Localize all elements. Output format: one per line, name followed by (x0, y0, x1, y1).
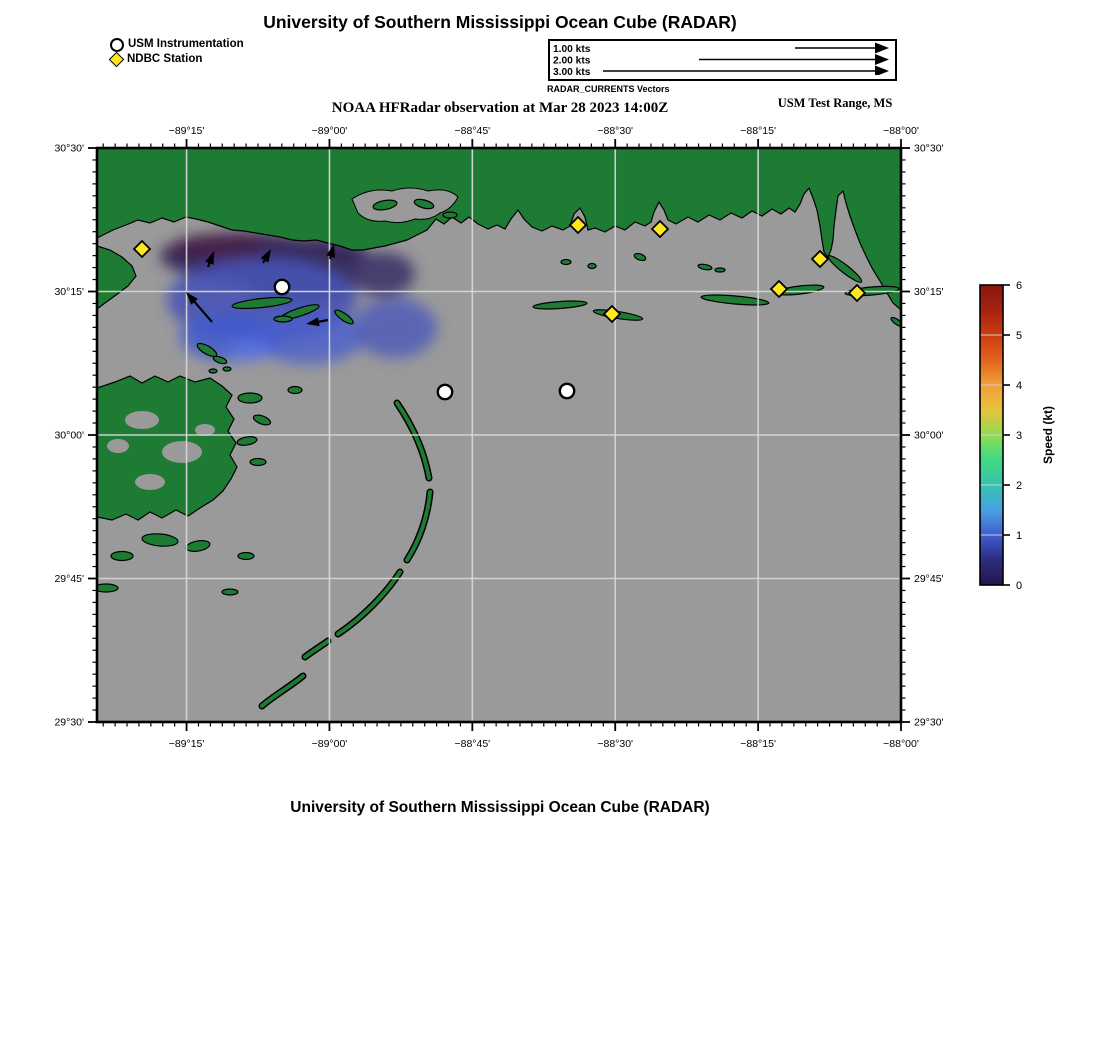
colorbar-tick-label: 2 (1016, 480, 1023, 492)
lon-tick-label-top: −89°15' (168, 125, 205, 137)
lat-tick-label-left: 30°15' (54, 286, 84, 298)
speed-colorbar (980, 280, 1022, 592)
lon-tick-label-bottom: −88°00' (883, 738, 919, 750)
vector-scale-caption: RADAR_CURRENTS Vectors (547, 84, 670, 94)
lon-tick-label-bottom: −88°30' (597, 738, 634, 750)
colorbar-tick-label: 4 (1016, 380, 1023, 392)
lat-tick-label-right: 30°00' (914, 429, 944, 442)
lon-tick-label-bottom: −88°15' (740, 738, 776, 750)
lat-tick-label-right: 30°15' (914, 286, 944, 298)
lat-tick-label-left: 29°30' (54, 716, 84, 729)
radar-speed-patch (351, 252, 415, 296)
vector-scale-label: 2.00 kts (553, 55, 591, 67)
colorbar-tick-label: 1 (1016, 530, 1023, 542)
colorbar-label: Speed (kt) (1041, 405, 1055, 465)
test-range-label: USM Test Range, MS (777, 96, 893, 110)
lat-tick-label-left: 30°30' (54, 142, 84, 155)
colorbar-tick-label: 6 (1016, 280, 1023, 292)
lat-tick-label-right: 30°30' (914, 142, 944, 155)
colorbar-tick-label: 3 (1016, 430, 1023, 442)
usm-instrumentation-marker (438, 385, 452, 399)
usm-instrumentation-marker (275, 280, 289, 294)
page-title: University of Southern Mississippi Ocean Cube (RADAR) (263, 12, 737, 32)
lon-tick-label-bottom: −89°00' (311, 738, 348, 750)
lon-tick-label-top: −88°30' (597, 125, 634, 137)
lat-tick-label-left: 30°00' (54, 429, 84, 442)
radar-speed-patch (353, 298, 437, 358)
footer-title: University of Southern Mississippi Ocean Cube (RADAR) (290, 799, 710, 816)
lon-tick-label-bottom: −88°45' (454, 738, 491, 750)
lon-tick-label-top: −88°45' (454, 125, 491, 137)
lon-tick-label-top: −88°15' (740, 125, 776, 137)
lon-tick-label-top: −89°00' (311, 125, 348, 137)
lat-tick-label-left: 29°45' (54, 573, 84, 585)
legend-usm-label: USM Instrumentation (128, 38, 244, 50)
vector-scale-label: 1.00 kts (553, 44, 591, 55)
lat-tick-label-right: 29°45' (914, 573, 944, 585)
observation-subtitle: NOAA HFRadar observation at Mar 28 2023 14:00Z (331, 100, 669, 116)
vector-scale-label: 3.00 kts (553, 67, 591, 75)
lat-tick-label-right: 29°30' (914, 716, 944, 729)
usm-instrumentation-marker (560, 384, 574, 398)
radar-speed-patch (226, 339, 270, 361)
colorbar-tick-label: 0 (1016, 580, 1023, 592)
lon-tick-label-top: −88°00' (883, 125, 919, 137)
legend-ndbc-label: NDBC Station (127, 53, 203, 65)
colorbar-tick-label: 5 (1016, 330, 1023, 342)
lon-tick-label-bottom: −89°15' (168, 738, 205, 750)
